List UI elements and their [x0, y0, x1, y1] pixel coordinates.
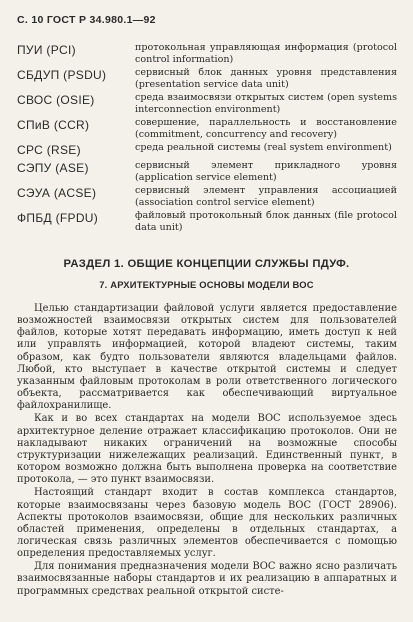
abbreviation-row — [17, 185, 397, 208]
paragraph: Настоящий стандарт входит в состав комплекса стандартов, которые взаимосвязаны через базовую модель ВОС (ГОСТ 28906). Аспекты протоколов взаимосвязи, общие для нескольких различных областей применения, определены в отдельных стандартах, а логическая связь различных элементов обеспечивается с помощью определения предоставляемых услуг. — [17, 487, 397, 560]
abbreviation-definition: сервисный элемент прикладного уровня (application service element) — [135, 160, 397, 183]
abbreviation-row — [17, 117, 397, 140]
abbreviation-term: СПиВ (CCR) — [17, 118, 90, 132]
section-title: РАЗДЕЛ 1. ОБЩИЕ КОНЦЕПЦИИ СЛУЖБЫ ПДУФ. — [63, 258, 350, 270]
abbreviation-term: СРС (RSE) — [17, 143, 81, 157]
paragraph: Как и во всех стандартах на модели ВОС используемое здесь архитектурное деление отражает классификацию протоколов. Они не накладывают никаких ограничений на возможные способы структуризации нижележащих реализаций. Единственный пункт, в котором возможно должна быть выполнена проверка на соответствие протокола, — это пункт взаимосвязи. — [17, 413, 397, 486]
abbreviation-definition: среда реальной системы (real system environment) — [135, 142, 392, 153]
abbreviation-row — [17, 67, 397, 90]
abbreviation-definition: сервисный блок данных уровня представления (presentation service data unit) — [135, 67, 397, 90]
abbreviation-term: ФПБД (FPDU) — [17, 211, 99, 225]
abbreviation-term: СВОС (OSIE) — [17, 93, 95, 107]
abbreviation-row — [17, 210, 397, 233]
abbreviation-definition: сервисный элемент управления ассоциацией (association control service element) — [135, 185, 397, 208]
body-text — [17, 303, 397, 599]
paragraph: Целью стандартизации файловой услуги является предоставление возможностей взаимосвязи открытых систем для пользователей файлов, которые хотят передавать информацию, иметь доступ к ней или управлять информацией, которой владеют системы, таким образом, как будто пользователи являются владельцами файлов. Любой, кто выступает в качестве открытой системы и следует указанным файловым протоколам в роли ответственного логического объекта, рассматривается как обеспечивающий виртуальное файлохранилище. — [17, 303, 397, 412]
abbreviation-definition: совершение, параллельность и восстановление (commitment, concurrency and recovery) — [135, 117, 397, 140]
chapter-title: 7. АРХИТЕКТУРНЫЕ ОСНОВЫ МОДЕЛИ ВОС — [99, 279, 314, 290]
abbreviation-row — [17, 142, 397, 158]
abbreviation-definition: среда взаимосвязи открытых систем (open systems interconnection environment) — [135, 92, 397, 115]
abbreviation-row — [17, 92, 397, 115]
abbreviation-list — [17, 42, 397, 235]
abbreviation-term: СЭПУ (ASE) — [17, 161, 89, 175]
page-header: С. 10 ГОСТ Р 34.980.1—92 — [17, 14, 156, 26]
abbreviation-term: СЭУА (ACSE) — [17, 186, 97, 200]
paragraph: Для понимания предназначения модели ВОС важно ясно различать взаимосвязанные наборы стандартов и их реализацию в аппаратных и программных средствах реальной открытой систе- — [17, 561, 397, 597]
abbreviation-term: ПУИ (PCI) — [17, 43, 76, 57]
abbreviation-definition: файловый протокольный блок данных (file protocol data unit) — [135, 210, 397, 233]
abbreviation-definition: протокольная управляющая информация (protocol control information) — [135, 42, 397, 65]
abbreviation-term: СБДУП (PSDU) — [17, 68, 107, 82]
abbreviation-row — [17, 160, 397, 183]
abbreviation-row — [17, 42, 397, 65]
